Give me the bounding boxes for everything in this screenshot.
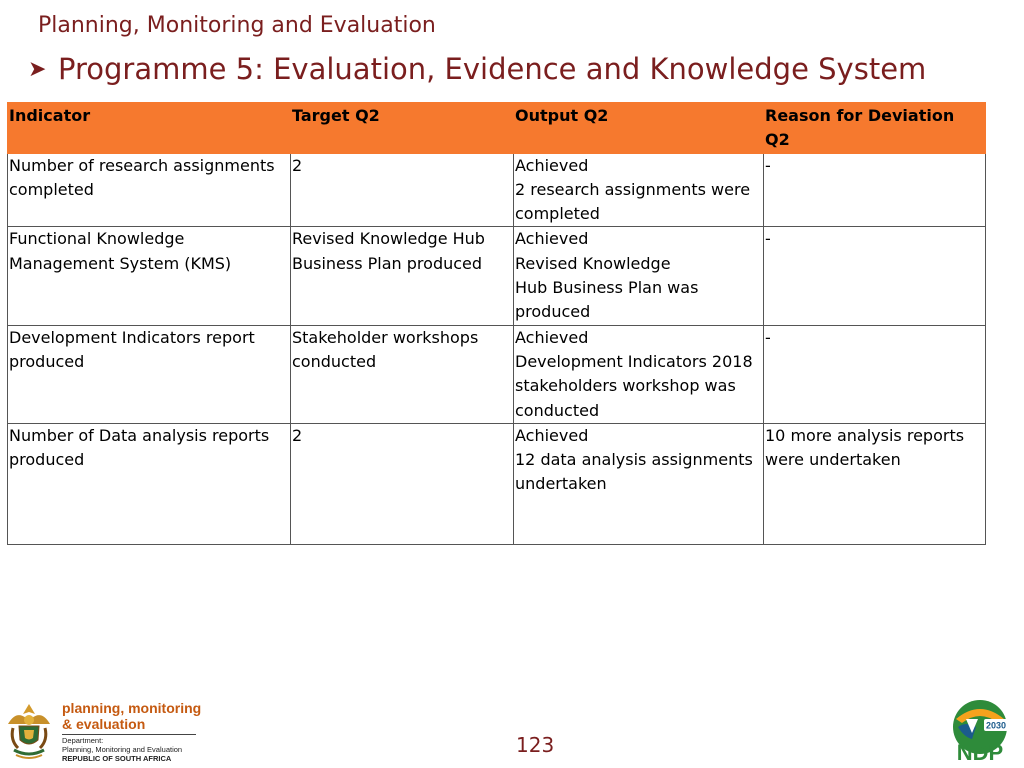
cell-text: Achieved xyxy=(515,155,589,175)
cell-text: Stakeholder workshops xyxy=(292,327,479,347)
cell-target xyxy=(291,153,514,227)
cell-reason xyxy=(764,227,986,325)
section-heading: Planning, Monitoring and Evaluation xyxy=(38,13,436,38)
header-reason: Reason for Deviation Q2 xyxy=(764,103,986,154)
cell-indicator xyxy=(8,423,291,544)
cell-text: completed xyxy=(9,179,94,199)
brand-divider xyxy=(62,734,196,735)
header-output: Output Q2 xyxy=(514,103,764,154)
cell-text: 2 xyxy=(292,155,303,175)
cell-text: conducted xyxy=(515,400,600,420)
cell-text: 12 data analysis assignments xyxy=(515,450,753,470)
table-row xyxy=(8,153,986,227)
cell-reason xyxy=(764,325,986,423)
brand-line-1: planning, monitoring xyxy=(62,700,202,716)
cell-text: stakeholders workshop was xyxy=(515,376,736,396)
header-indicator: Indicator xyxy=(8,103,291,154)
department-label: Department: xyxy=(62,736,104,745)
table-row xyxy=(8,227,986,325)
cell-text: - xyxy=(765,229,771,249)
cell-text: produced xyxy=(9,351,85,371)
cell-text: produced xyxy=(9,450,85,470)
cell-text: Revised Knowledge xyxy=(515,253,671,273)
cell-indicator xyxy=(8,325,291,423)
cell-indicator xyxy=(8,227,291,325)
cell-text: were undertaken xyxy=(765,450,901,470)
cell-text: 2 xyxy=(292,425,303,445)
cell-text: 2 research assignments were xyxy=(515,179,751,199)
cell-text: - xyxy=(765,155,771,175)
cell-text: 10 more analysis reports xyxy=(765,425,965,445)
cell-text: produced xyxy=(515,302,591,322)
cell-text: Business Plan produced xyxy=(292,253,483,273)
cell-output xyxy=(514,423,764,544)
cell-target xyxy=(291,423,514,544)
cell-text: Hub Business Plan was xyxy=(515,278,699,298)
cell-text: Number of research assignments xyxy=(9,155,275,175)
cell-text: completed xyxy=(515,204,600,224)
department-logo xyxy=(4,700,201,763)
cell-text: Functional Knowledge xyxy=(9,229,185,249)
department-text xyxy=(62,700,201,763)
arrow-bullet-icon: ➤ xyxy=(28,56,47,82)
header-target: Target Q2 xyxy=(291,103,514,154)
cell-text: Achieved xyxy=(515,327,589,347)
cell-text: Achieved xyxy=(515,425,589,445)
ndp-year: 2030 xyxy=(985,720,1007,731)
cell-target xyxy=(291,227,514,325)
cell-text: Number of Data analysis reports xyxy=(9,425,270,445)
country-name: REPUBLIC OF SOUTH AFRICA xyxy=(62,754,172,763)
cell-text: - xyxy=(765,327,771,347)
performance-table xyxy=(7,102,986,545)
slide-title: Programme 5: Evaluation, Evidence and Knowledge System xyxy=(58,52,927,86)
cell-text: conducted xyxy=(292,351,377,371)
ndp-text: NDP xyxy=(956,740,1004,763)
cell-target xyxy=(291,325,514,423)
cell-text: Achieved xyxy=(515,229,589,249)
table-row xyxy=(8,325,986,423)
department-name: Planning, Monitoring and Evaluation xyxy=(62,745,183,754)
cell-output xyxy=(514,325,764,423)
page-number: 123 xyxy=(516,733,555,757)
cell-text: Development Indicators 2018 xyxy=(515,351,753,371)
table-header-row xyxy=(8,103,986,154)
table-row xyxy=(8,423,986,544)
cell-text: Revised Knowledge Hub xyxy=(292,229,485,249)
brand-line-2: & evaluation xyxy=(62,716,146,732)
cell-output xyxy=(514,227,764,325)
cell-text: Management System (KMS) xyxy=(9,253,232,273)
ndp-2030-logo xyxy=(946,697,1014,763)
cell-text: Development Indicators report xyxy=(9,327,255,347)
coat-of-arms-icon xyxy=(4,700,54,762)
cell-indicator xyxy=(8,153,291,227)
cell-reason xyxy=(764,423,986,544)
cell-text: undertaken xyxy=(515,474,607,494)
cell-reason xyxy=(764,153,986,227)
cell-output xyxy=(514,153,764,227)
title-row xyxy=(28,52,926,86)
